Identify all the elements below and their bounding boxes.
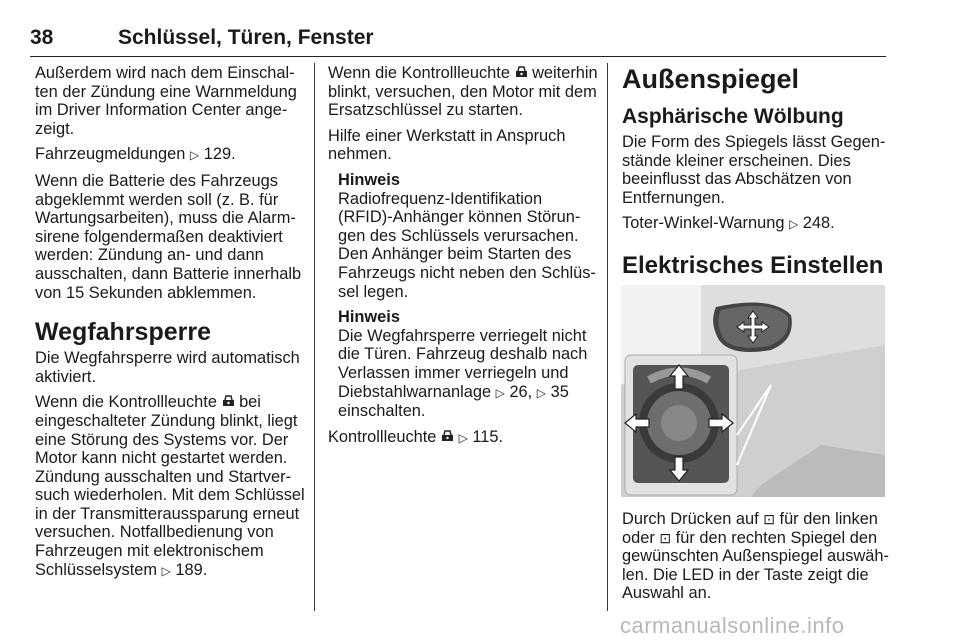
ref-arrow-icon: ▷ [458,430,468,445]
column-divider [314,63,315,611]
ref-arrow-icon: ▷ [536,385,547,400]
link-text[interactable]: Fahrzeugmeldungen [35,145,186,164]
section-heading: Wegfahrsperre [35,318,211,347]
note-heading: Hinweis [338,308,400,327]
page-number: 38 [30,26,54,49]
watermark: carmanualsonline.info [620,613,845,638]
column-2 [328,64,600,454]
paragraph [35,145,307,165]
paragraph: Kontrollleuchte ▷ 115. [328,427,504,446]
page-ref[interactable]: 115. [472,427,504,446]
ref-arrow-icon: ▷ [189,148,200,163]
link-text[interactable]: Toter-Winkel-Warnung [622,214,785,233]
column-divider [607,63,608,611]
page-ref[interactable]: 129. [203,145,236,164]
right-mirror-icon: ⊡ [659,529,672,546]
ref-arrow-icon: ▷ [789,217,799,232]
immobilizer-icon [515,64,528,83]
ref-arrow-icon: ▷ [161,563,171,578]
note-box [328,171,600,301]
paragraph: Hilfe einer Werkstatt in Anspruch nehmen. [328,126,566,164]
page-header [30,26,886,57]
note-body: Die Wegfahrsperre verriegelt nicht die Türen. Fahrzeug deshalb nach Verlassen immer verriegeln und Diebstahlwarnanlage ▷ 26, ▷ 35 einschalten. [338,326,588,421]
section-heading: Außenspiegel [622,64,800,94]
paragraph: Außerdem wird nach dem Einschal-ten der Zündung eine Warnmeldung im Driver Information Center ange-zeigt. [35,64,297,138]
note-heading: Hinweis [338,170,400,189]
mirror-adjust-photo [621,285,885,497]
paragraph: Wenn die Kontrollleuchte weiterhin blinkt, versuchen, den Motor mit dem Ersatzschlüssel zu starten. [328,64,598,120]
page-ref[interactable]: 35 [550,382,569,401]
note-body: Radiofrequenz-Identifikation (RFID)-Anhänger können Störun-gen des Schlüssels verursachen. Den Anhänger beim Starten des Fahrzeugs nicht neben den Schlüs-sel legen. [338,189,596,301]
paragraph: Wenn die Kontrollleuchte bei eingeschalteter Zündung blinkt, liegt eine Störung des Systems vor. Der Motor kann nicht gestartet werden. Zündung ausschalten und Startver-such wiederholen. Mit dem Schlüssel in der Transmitteraussparung erneut versuchen. Notfallbedienung von Fahrzeugen mit elektronischem Schlüsselsystem ▷ 189. [35,393,305,579]
paragraph [622,214,890,234]
column-1 [35,64,307,587]
page-ref[interactable]: 26, [509,382,533,401]
ref-arrow-icon: ▷ [495,385,505,400]
subsection-heading: Elektrisches Einstellen [622,251,884,279]
paragraph: Wenn die Batterie des Fahrzeugs abgeklemmt werden soll (z. B. für Wartungsarbeiten), muss die Alarm-sirene folgendermaßen deaktiviert werden: Zündung an- und dann ausschalten, dann Batterie innerhalb von 15 Sekunden abklemmen. [35,171,302,302]
immobilizer-icon [222,393,235,412]
note-box [328,308,600,421]
subsection-heading: Asphärische Wölbung [622,105,844,128]
paragraph: Durch Drücken auf ⊡ für den linken oder ⊡ für den rechten Spiegel den gewünschten Außenspiegel auswäh-len. Die LED in der Taste zeigt die Auswahl an. [622,510,889,603]
chapter-title: Schlüssel, Türen, Fenster [118,26,374,49]
left-mirror-icon: ⊡ [763,511,775,527]
page-ref[interactable]: 248. [802,214,835,233]
column-3 [622,62,890,281]
column-3-bottom [622,510,890,610]
immobilizer-icon [441,428,454,447]
paragraph: Die Form des Spiegels lässt Gegen-stände kleiner erscheinen. Dies beeinflusst das Abschätzen von Entfernungen. [622,133,886,207]
paragraph: Die Wegfahrsperre wird automatisch aktiviert. [35,349,300,386]
page-ref[interactable]: 189. [175,560,208,579]
